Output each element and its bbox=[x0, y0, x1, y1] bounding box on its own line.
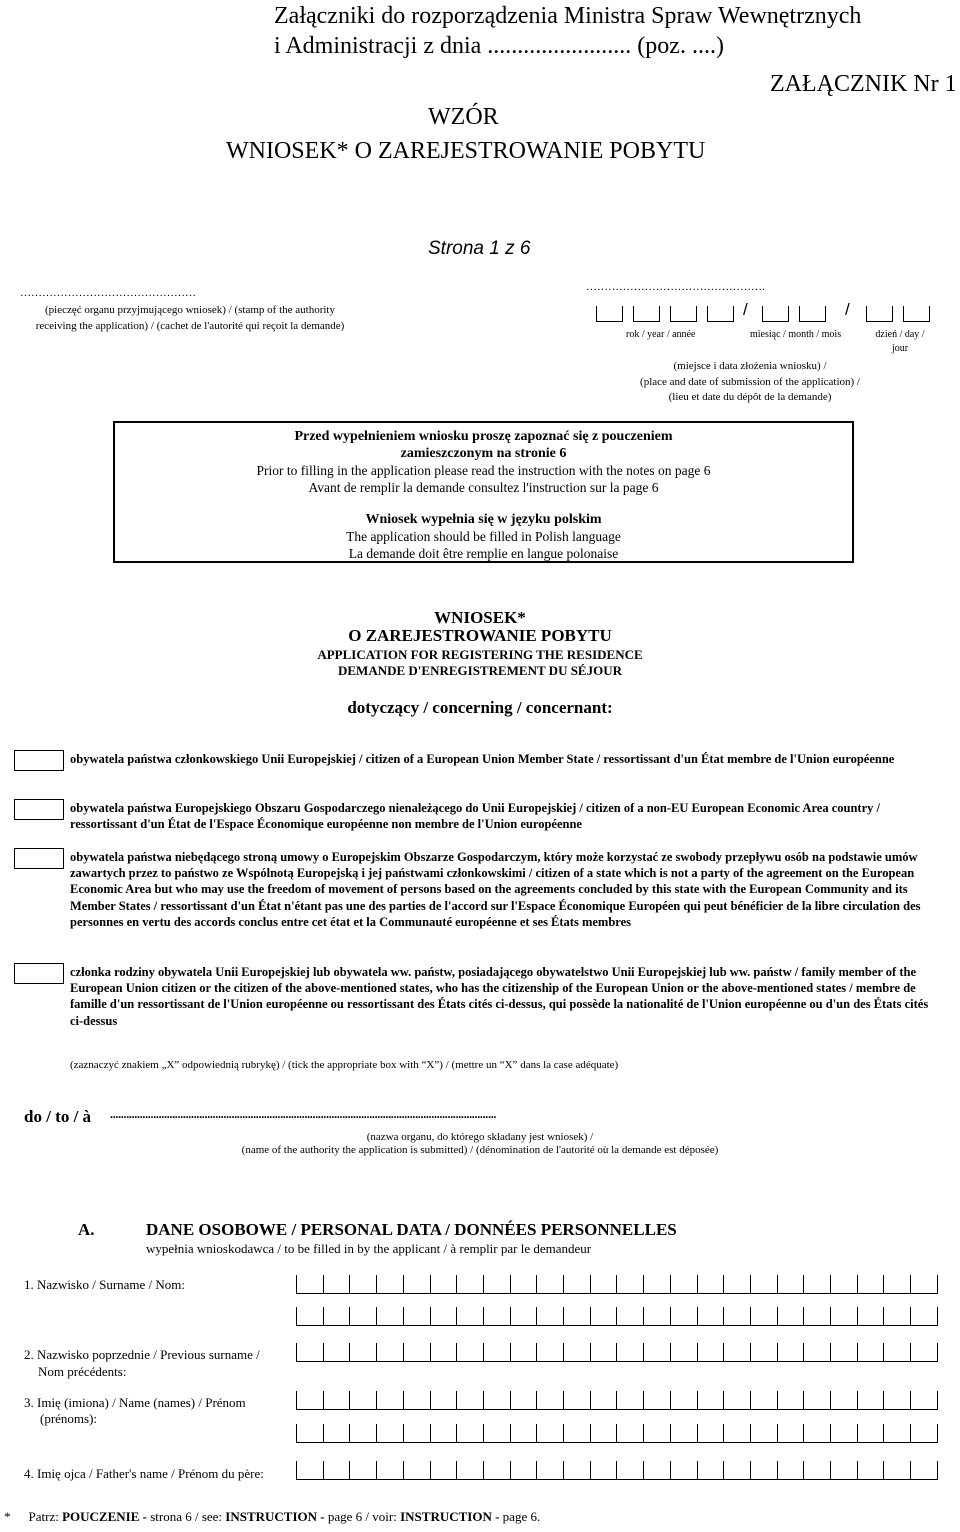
addressee-label: do / to / à bbox=[24, 1107, 92, 1126]
option-eu-citizen: obywatela państwa członkowskiego Unii Europejskiej / citizen of a European Union Member State / ressortissant d'un État membre de l'Union européenne bbox=[70, 752, 895, 766]
addressee-dots[interactable]: ............................................................................................................................................... bbox=[110, 1107, 497, 1121]
month-digit-box[interactable] bbox=[762, 306, 789, 322]
names-input-row-2[interactable] bbox=[296, 1424, 938, 1443]
section-a-subtitle: wypełnia wnioskodawca / to be filled in by the applicant / à remplir par le demandeur bbox=[146, 1241, 592, 1256]
previous-surname-label-2: Nom précédents: bbox=[38, 1364, 127, 1379]
year-digit-box[interactable] bbox=[707, 306, 734, 322]
date-separator: / bbox=[845, 300, 850, 319]
eu-citizen-checkbox[interactable] bbox=[14, 750, 64, 771]
option-free-movement-citizen: obywatela państwa niebędącego stroną umowy o Europejskim Obszarze Gospodarczym, który może korzystać ze swobody przepływu osób na podstawie umów zawartych przez to państwo ze Wspólnotą Europejską i jej państwami członkowskimi / citizen of a state which is not a party of the agreement on the European Economic Area but who may use the freedom of movement of persons based on the agreements concluded by this state with the European Community and its Member States / ressortissant d'un État n'étant pas une des parties de l'accord sur l'Espace Économique Européen qui peut bénéficier de la libre circulation des personnes en vertu des accords conclus entre cet état et la Communauté européenne et ses États membres bbox=[70, 850, 921, 929]
document-title: WNIOSEK* O ZAREJESTROWANIE POBYTU bbox=[226, 138, 706, 164]
notice-language-en: The application should be filled in Polish language bbox=[346, 529, 621, 544]
year-digit-box[interactable] bbox=[633, 306, 660, 322]
header-regulation-line2: i Administracji z dnia ........................ (poz. ....) bbox=[274, 33, 724, 59]
notice-fr-line: Avant de remplir la demande consultez l'instruction sur la page 6 bbox=[308, 480, 659, 495]
option-eea-citizen: obywatela państwa Europejskiego Obszaru Gospodarczego nienależącego do Unii Europejskiej / citizen of a non-EU European Economic Area country / ressortissant d'un État de l'Espace Économique européenne non membre de l'Union européenne bbox=[70, 801, 880, 832]
footnote-bold-1: POUCZENIE - bbox=[62, 1509, 151, 1524]
place-date-caption-en: (place and date of submission of the application) / bbox=[640, 376, 860, 388]
section-a-letter: A. bbox=[78, 1220, 95, 1239]
previous-surname-input[interactable] bbox=[296, 1343, 938, 1362]
names-label-2: (prénoms): bbox=[40, 1411, 98, 1426]
father-name-label: 4. Imię ojca / Father's name / Prénom du père: bbox=[24, 1466, 264, 1481]
surname-label: 1. Nazwisko / Surname / Nom: bbox=[24, 1277, 186, 1292]
instruction-notice-box bbox=[113, 421, 854, 563]
wzor-label: WZÓR bbox=[428, 104, 499, 130]
day-digit-box[interactable] bbox=[903, 306, 930, 322]
annex-number: ZAŁĄCZNIK Nr 1 bbox=[770, 71, 957, 97]
form-title-en: APPLICATION FOR REGISTERING THE RESIDENCE bbox=[317, 647, 643, 662]
footnote-text-2: strona 6 / see: bbox=[150, 1509, 226, 1524]
footnote-text-1: Patrz: bbox=[28, 1509, 63, 1524]
form-title-pl1: WNIOSEK* bbox=[434, 608, 526, 627]
month-label: miesiąc / month / mois bbox=[750, 329, 842, 340]
stamp-caption: (pieczęć organu przyjmującego wniosek) / (stamp of the authority receiving the application) / (cachet de l'autorité qui reçoit la demande) bbox=[35, 304, 345, 332]
notice-language-fr: La demande doit être remplie en langue polonaise bbox=[348, 546, 619, 561]
section-a-title: DANE OSOBOWE / PERSONAL DATA / DONNÉES PERSONNELLES bbox=[146, 1220, 677, 1239]
previous-surname-label-1: 2. Nazwisko poprzednie / Previous surname / bbox=[24, 1347, 260, 1362]
header-regulation-line1: Załączniki do rozporządzenia Ministra Spraw Wewnętrznych bbox=[274, 3, 862, 29]
concerning-label: dotyczący / concerning / concernant: bbox=[347, 698, 613, 717]
footnote-text-4: page 6. bbox=[502, 1509, 541, 1524]
family-member-checkbox[interactable] bbox=[14, 963, 64, 984]
option-family-member: członka rodziny obywatela Unii Europejskiej lub obywatela ww. państw, posiadającego obywatelstwo Unii Europejskiej lub ww. państw / family member of the European Union citizen or the citizen of the above-mentioned states, who has the citizenship of the European Union or the above-mentioned states / membre de famille d'un ressortissant de l'Union européenne ou ressortissant des États cités ci-dessus, qui possède la nationalité de l'Union européenne ou d'un des États cités ci-dessus bbox=[70, 965, 929, 1028]
day-label: dzień / day / jour bbox=[875, 329, 925, 354]
form-title-pl2: O ZAREJESTROWANIE POBYTU bbox=[348, 626, 612, 645]
footnote bbox=[4, 1509, 540, 1525]
footnote-bold-3: INSTRUCTION - bbox=[400, 1509, 503, 1524]
footnote-text-3: page 6 / voir: bbox=[327, 1509, 401, 1524]
notice-en-line: Prior to filling in the application please read the instruction with the notes on page 6 bbox=[256, 463, 711, 478]
notice-pl-line2: zamieszczonym na stronie 6 bbox=[400, 446, 567, 461]
names-input-row-1[interactable] bbox=[296, 1391, 938, 1410]
addressee-caption-en-fr: (name of the authority the application is submitted) / (dénomination de l'autorité où la demande est déposée) bbox=[241, 1144, 719, 1156]
date-separator: / bbox=[743, 300, 748, 319]
place-date-caption-pl: (miejsce i data złożenia wniosku) / bbox=[673, 360, 827, 372]
year-label: rok / year / année bbox=[626, 329, 696, 340]
place-date-caption-fr: (lieu et date du dépôt de la demande) bbox=[668, 391, 832, 403]
surname-input-row-2[interactable] bbox=[296, 1307, 938, 1326]
notice-language-pl: Wniosek wypełnia się w języku polskim bbox=[365, 512, 602, 527]
addressee-caption-pl: (nazwa organu, do którego składany jest wniosek) / bbox=[366, 1131, 594, 1143]
month-digit-box[interactable] bbox=[799, 306, 826, 322]
eea-citizen-checkbox[interactable] bbox=[14, 799, 64, 820]
year-digit-box[interactable] bbox=[670, 306, 697, 322]
notice-pl-line1: Przed wypełnieniem wniosku proszę zapoznać się z pouczeniem bbox=[294, 429, 673, 444]
tick-instruction: (zaznaczyć znakiem „X” odpowiednią rubrykę) / (tick the appropriate box with “X”) / (mettre un “X” dans la case adéquate) bbox=[70, 1059, 619, 1071]
place-dots: …………………………………………. bbox=[586, 281, 765, 293]
father-name-input[interactable] bbox=[296, 1461, 938, 1480]
footnote-bold-2: INSTRUCTION - bbox=[225, 1509, 328, 1524]
footnote-star: * bbox=[4, 1509, 11, 1524]
year-digit-box[interactable] bbox=[596, 306, 623, 322]
page-number: Strona 1 z 6 bbox=[428, 238, 531, 259]
day-digit-box[interactable] bbox=[866, 306, 893, 322]
free-movement-citizen-checkbox[interactable] bbox=[14, 848, 64, 869]
names-label-1: 3. Imię (imiona) / Name (names) / Prénom bbox=[24, 1395, 246, 1410]
stamp-dots: ………………………………………… bbox=[20, 287, 196, 299]
surname-input-row-1[interactable] bbox=[296, 1275, 938, 1294]
form-title-fr: DEMANDE D'ENREGISTREMENT DU SÉJOUR bbox=[338, 663, 622, 678]
